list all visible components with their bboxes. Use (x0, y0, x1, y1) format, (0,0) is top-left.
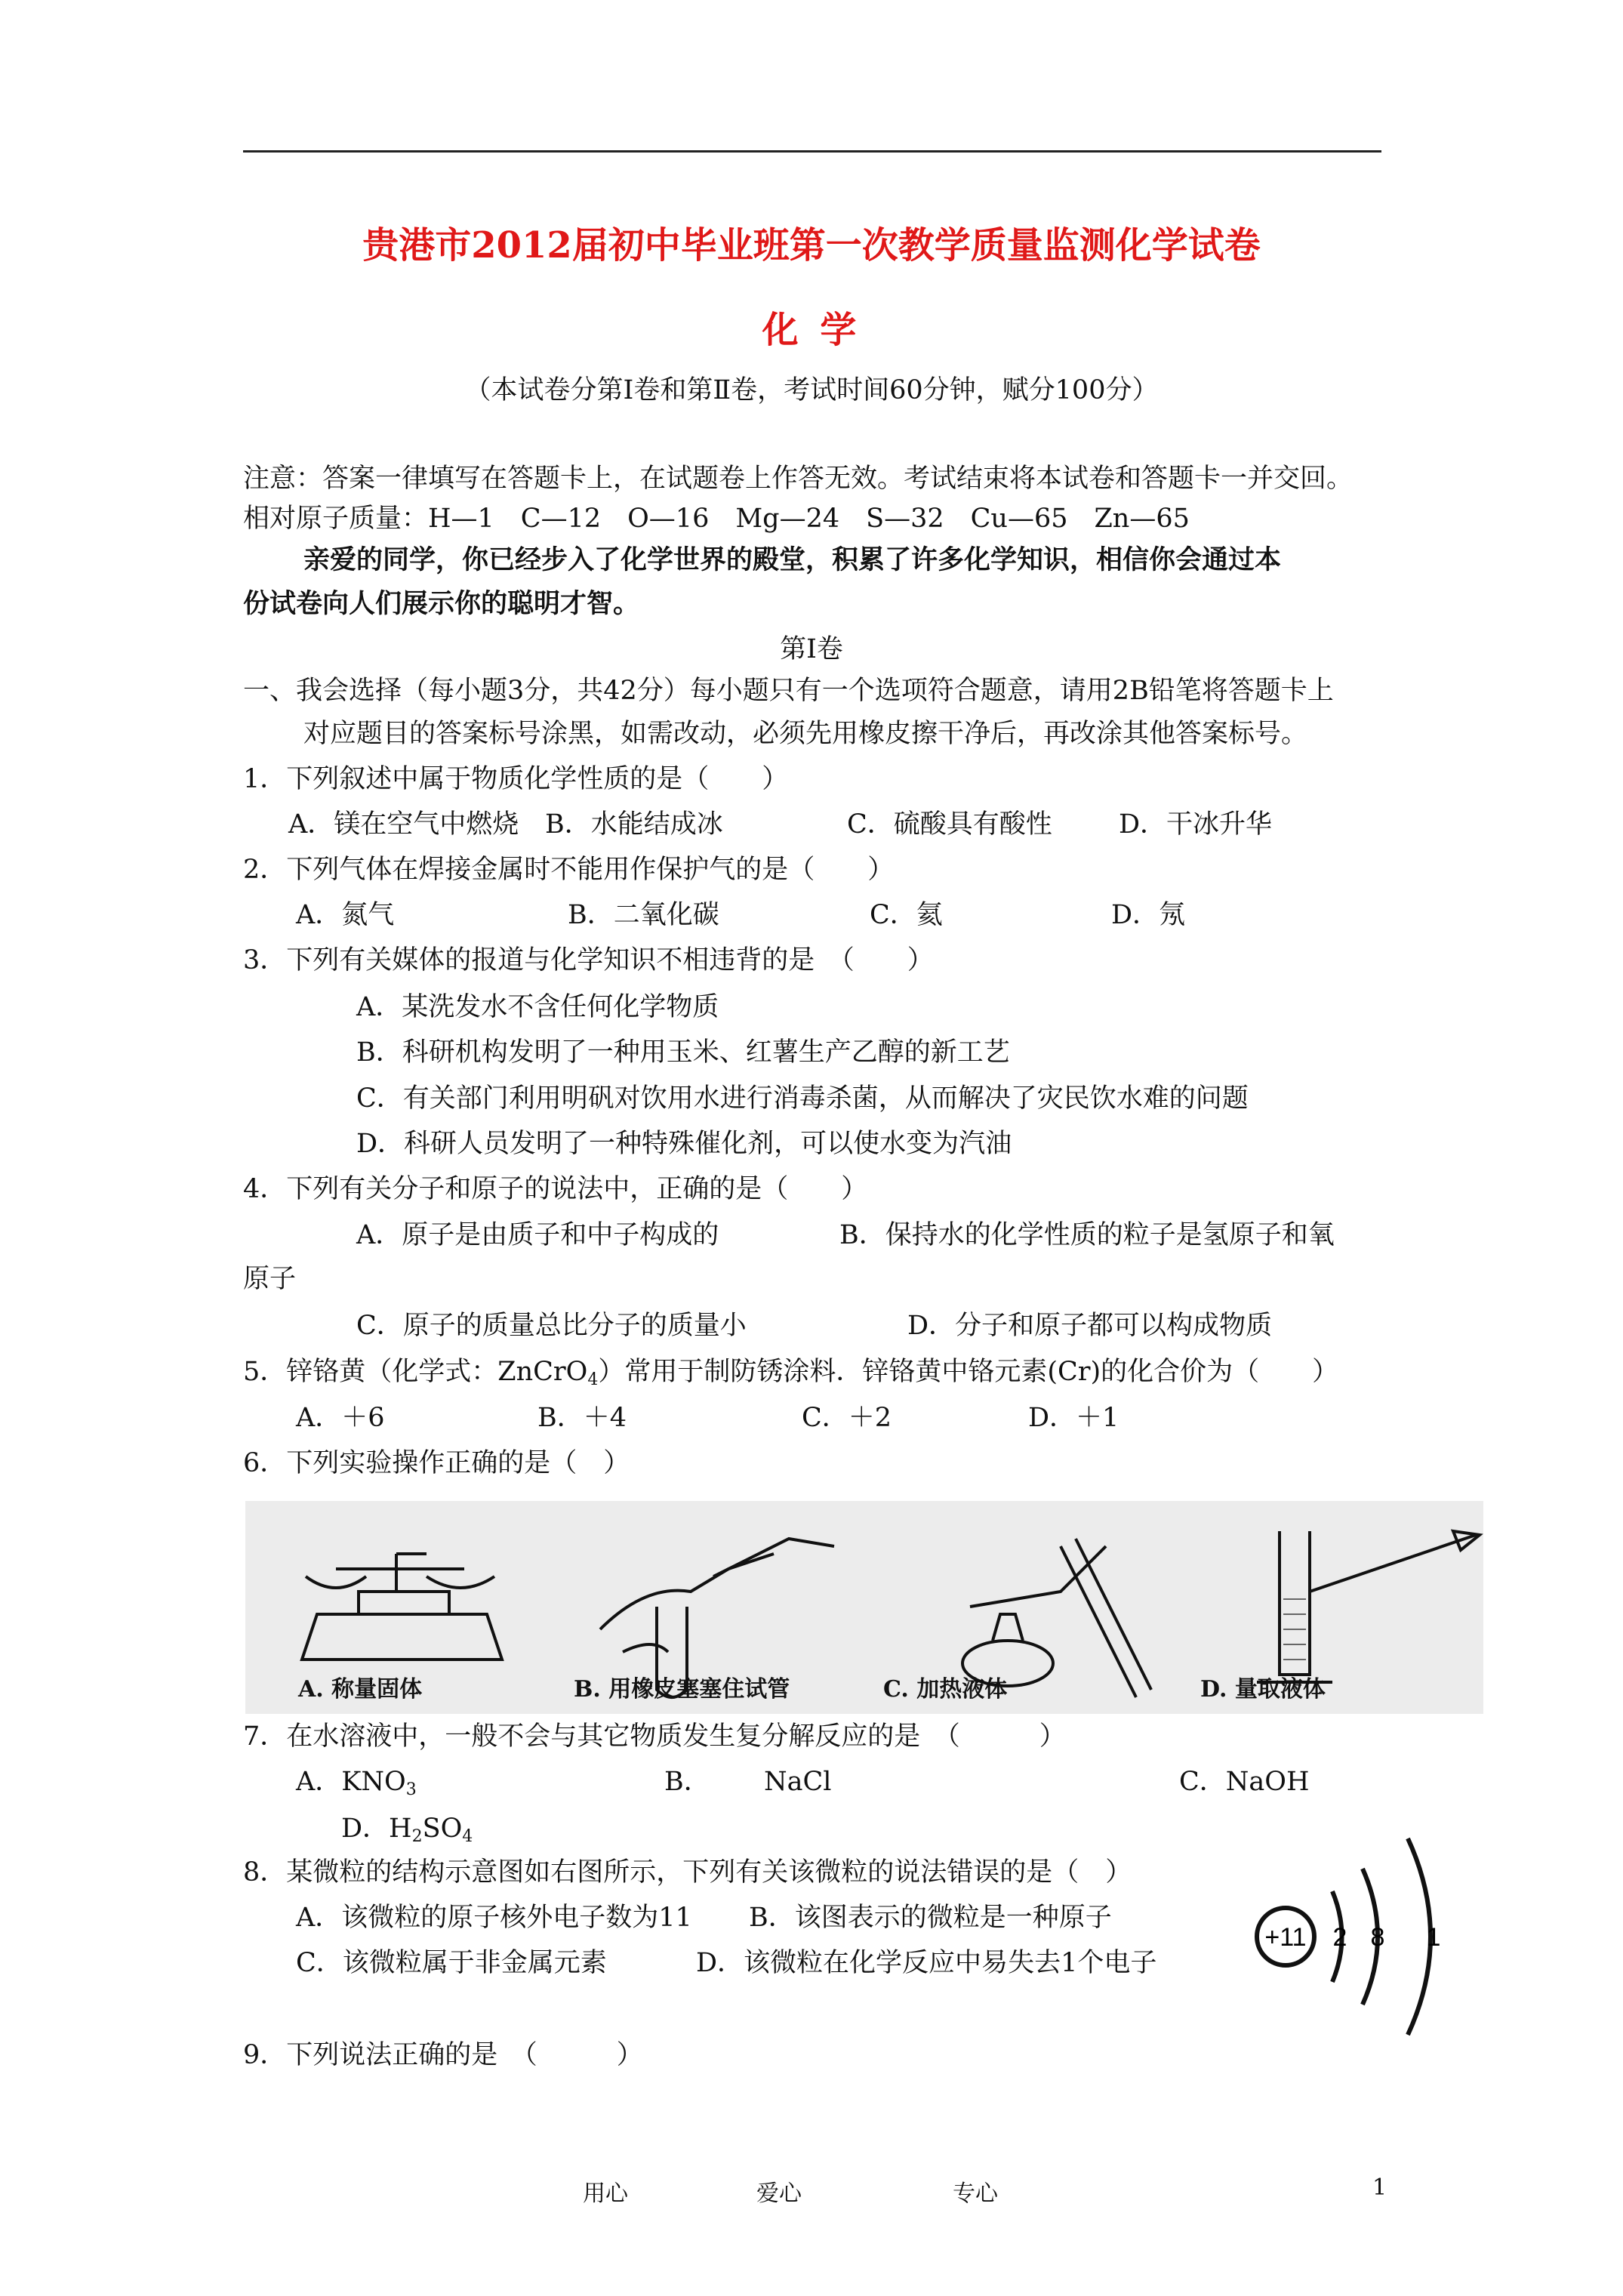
q1-stem: 1．下列叙述中属于物质化学性质的是（ ） (243, 764, 789, 794)
q8-option-d: D．该微粒在化学反应中易失去1个电子 (696, 1948, 1157, 1978)
subject-title: 化 学 (762, 309, 861, 351)
q1-option-d: D．干冰升华 (1119, 809, 1273, 840)
q6-figure-caption-d: D. 量取液体 (1200, 1676, 1326, 1703)
q6-figure-caption-b: B. 用橡皮塞塞住试管 (574, 1676, 790, 1703)
q3-option-a: A．某洗发水不含任何化学物质 (356, 992, 719, 1022)
q2-option-b: B．二氧化碳 (568, 900, 719, 930)
q4-stem: 4．下列有关分子和原子的说法中，正确的是（ ） (243, 1174, 868, 1204)
q2-option-d: D．氖 (1111, 900, 1186, 930)
q1-option-c: C．硫酸具有酸性 (847, 809, 1052, 840)
q5-option-a: A．＋6 (296, 1403, 385, 1433)
q7-option-d: D．$H_2SO_4$ (341, 1814, 473, 1846)
q7-option-a: A．$KNO_3$ (296, 1767, 417, 1799)
shell-2-electrons: 8 (1370, 1923, 1385, 1952)
exam-title: 贵港市2012届初中毕业班第一次教学质量监测化学试卷 (362, 224, 1261, 267)
q3-option-d: D．科研人员发明了一种特殊催化剂，可以使水变为汽油 (356, 1129, 1012, 1159)
footer-middle: 爱心 (756, 2180, 802, 2207)
q2-option-c: C．氦 (870, 900, 943, 930)
q4-option-b-continued: 原子 (243, 1264, 297, 1294)
footer-right: 专心 (953, 2180, 998, 2207)
q1-option-b: B．水能结成冰 (545, 809, 723, 840)
q7-option-b-value: NaCl (764, 1767, 832, 1797)
q3-option-b: B．科研机构发明了一种用玉米、红薯生产乙醇的新工艺 (356, 1037, 1010, 1068)
q8-stem: 8．某微粒的结构示意图如右图所示，下列有关该微粒的说法错误的是（ ） (243, 1857, 1132, 1888)
q4-option-c: C．原子的质量总比分子的质量小 (356, 1311, 747, 1341)
shell-1-electrons: 2 (1332, 1923, 1347, 1952)
q7-stem: 7．在水溶液中，一般不会与其它物质发生复分解反应的是 （ ） (243, 1721, 1066, 1752)
q8-option-b: B．该图表示的微粒是一种原子 (749, 1903, 1112, 1933)
exam-note: （本试卷分第Ⅰ卷和第Ⅱ卷，考试时间60分钟，赋分100分） (464, 375, 1159, 405)
q6-stem: 6．下列实验操作正确的是（ ） (243, 1448, 630, 1478)
q6-figure-caption-c: C. 加热液体 (883, 1676, 1008, 1703)
q3-stem: 3．下列有关媒体的报道与化学知识不相违背的是 （ ） (243, 945, 934, 975)
q2-stem: 2．下列气体在焊接金属时不能用作保护气的是（ ） (243, 855, 895, 885)
shell-3-electrons: 1 (1426, 1923, 1441, 1952)
encourage-line-1: 亲爱的同学，你已经步入了化学世界的殿堂，积累了许多化学知识，相信你会通过本 (303, 544, 1282, 575)
q6-figure-caption-a: A. 称量固体 (298, 1676, 423, 1703)
q5-option-c: C．＋2 (802, 1403, 892, 1433)
q3-option-c: C．有关部门利用明矾对饮用水进行消毒杀菌，从而解决了灾民饮水难的问题 (356, 1083, 1249, 1114)
q4-option-b: B．保持水的化学性质的粒子是氢原子和氧 (839, 1220, 1335, 1250)
q2-option-a: A．氮气 (296, 900, 395, 930)
part-heading: 第Ⅰ卷 (780, 634, 843, 664)
footer-left: 用心 (583, 2180, 628, 2207)
page-number: 1 (1372, 2174, 1387, 2201)
q4-option-d: D．分子和原子都可以构成物质 (907, 1311, 1273, 1341)
q4-option-a: A．原子是由质子和中子构成的 (356, 1220, 719, 1250)
q5-option-d: D．＋1 (1028, 1403, 1119, 1433)
section-instruction-2: 对应题目的答案标号涂黑，如需改动，必须先用橡皮擦干净后，再改涂其他答案标号。 (303, 719, 1308, 749)
q1-option-a: A．镁在空气中燃烧 (288, 809, 519, 840)
q7-option-c: C．NaOH (1179, 1767, 1310, 1797)
top-rule (243, 150, 1381, 153)
q7-option-b-label: B． (664, 1767, 710, 1797)
section-instruction-1: 一、我会选择（每小题3分，共42分）每小题只有一个选项符合题意，请用2B铅笔将答题卡上 (243, 676, 1334, 706)
atomic-mass-line: 相对原子质量：H—1 C—12 O—16 Mg—24 S—32 Cu—65 Zn—65 (243, 504, 1190, 534)
q9-stem: 9．下列说法正确的是 （ ） (243, 2040, 643, 2070)
encourage-line-2: 份试卷向人们展示你的聪明才智。 (243, 588, 640, 619)
q8-option-c: C．该微粒属于非金属元素 (296, 1948, 607, 1978)
q5-option-b: B．＋4 (537, 1403, 627, 1433)
q5-stem: 5．锌铬黄（化学式：ZnCrO$_4$）常用于制防锈涂料．锌铬黄中铬元素(Cr)的化合价为（ ） (243, 1357, 1339, 1389)
q8-option-a: A．该微粒的原子核外电子数为11 (296, 1903, 692, 1933)
notice-line: 注意：答案一律填写在答题卡上，在试题卷上作答无效。考试结束将本试卷和答题卡一并交回。 (243, 464, 1354, 494)
nucleus-charge: +11 (1264, 1923, 1307, 1952)
atom-structure-diagram (1249, 1827, 1461, 2046)
